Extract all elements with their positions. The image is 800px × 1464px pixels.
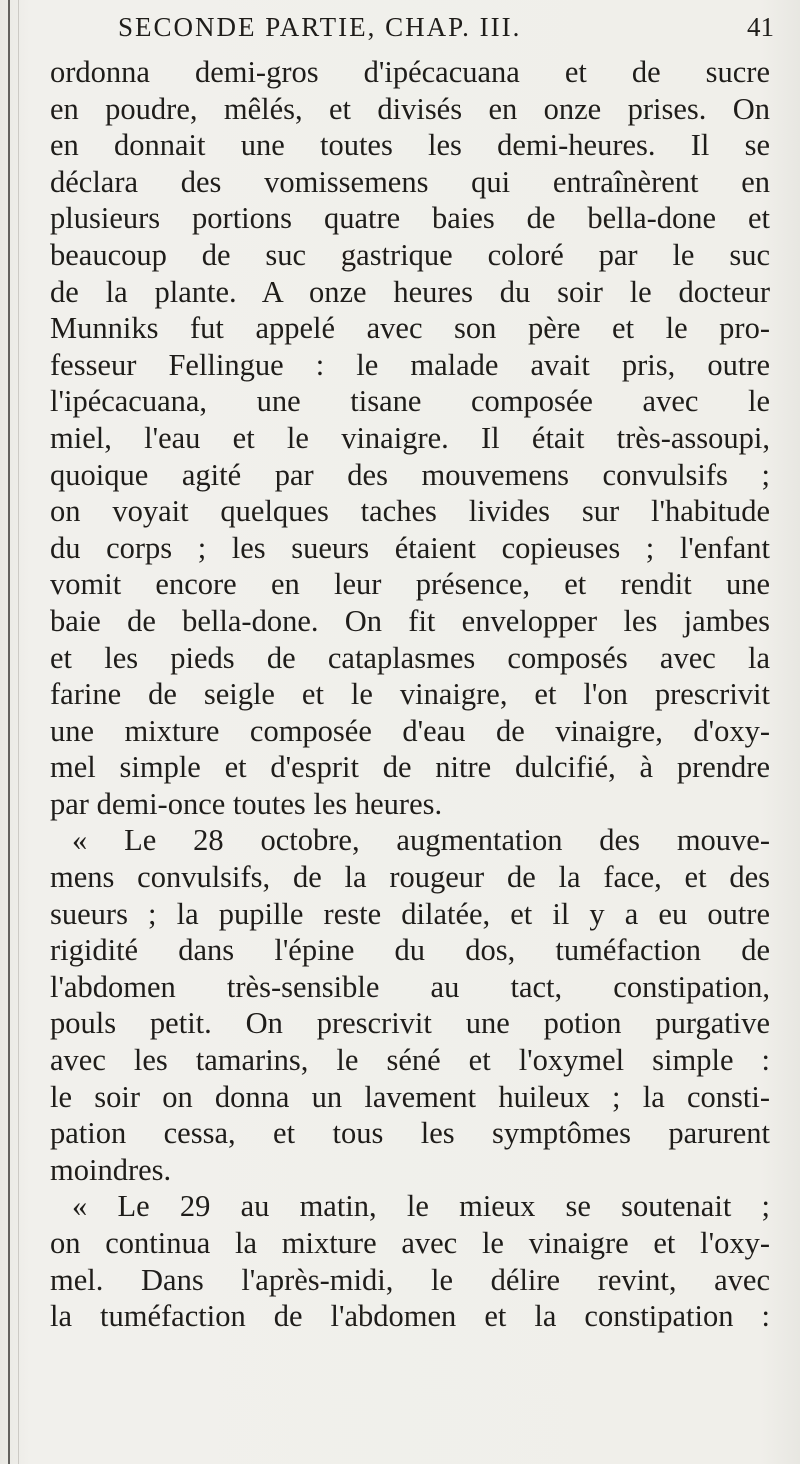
- text-line: Munniks fut appelé avec son père et le pro-: [50, 311, 770, 346]
- text-line: mens convulsifs, de la rougeur de la face, et des: [50, 860, 770, 895]
- text-line: farine de seigle et le vinaigre, et l'on prescrivit: [50, 677, 770, 712]
- text-line: beaucoup de suc gastrique coloré par le suc: [50, 237, 770, 272]
- text-line: pation cessa, et tous les symptômes parurent: [50, 1116, 770, 1151]
- text-line: déclara des vomissemens qui entraînèrent en: [50, 164, 770, 199]
- text-line: mel simple et d'esprit de nitre dulcifié, à prendre: [50, 750, 770, 785]
- page-gutter-edge: [8, 0, 10, 1464]
- text-line: une mixture composée d'eau de vinaigre, d'oxy-: [50, 713, 770, 748]
- text-line: le soir on donna un lavement huileux ; la consti-: [50, 1079, 770, 1114]
- text-line: « Le 28 octobre, augmentation des mouve-: [72, 823, 770, 858]
- text-line: plusieurs portions quatre baies de bella-done et: [50, 201, 770, 236]
- text-line: fesseur Fellingue : le malade avait pris, outre: [50, 347, 770, 382]
- text-line: de la plante. A onze heures du soir le docteur: [50, 274, 770, 309]
- text-line: vomit encore en leur présence, et rendit une: [50, 567, 770, 602]
- text-line: rigidité dans l'épine du dos, tuméfaction de: [50, 933, 770, 968]
- text-line: l'ipécacuana, une tisane composée avec le: [50, 384, 770, 419]
- text-line: la tuméfaction de l'abdomen et la constipation :: [50, 1299, 770, 1334]
- text-line: moindres.: [50, 1152, 172, 1187]
- text-line: miel, l'eau et le vinaigre. Il était très-assoupi,: [50, 420, 770, 455]
- text-line: avec les tamarins, le séné et l'oxymel simple :: [50, 1043, 770, 1078]
- text-line: pouls petit. On prescrivit une potion purgative: [50, 1006, 770, 1041]
- text-line: ordonna demi-gros d'ipécacuana et de sucre: [50, 55, 770, 89]
- running-head: SECONDE PARTIE, CHAP. III.: [118, 12, 522, 42]
- text-line: sueurs ; la pupille reste dilatée, et il y a eu outre: [50, 896, 770, 931]
- text-line: baie de bella-done. On fit envelopper les jambes: [50, 603, 770, 638]
- page-number: 41: [747, 12, 774, 42]
- text-line: l'abdomen très-sensible au tact, constipation,: [50, 969, 770, 1004]
- text-line: et les pieds de cataplasmes composés avec la: [50, 640, 770, 675]
- text-line: on voyait quelques taches livides sur l'habitude: [50, 494, 770, 529]
- text-line: mel. Dans l'après-midi, le délire revint, avec: [50, 1262, 770, 1297]
- text-line: on continua la mixture avec le vinaigre et l'oxy-: [50, 1226, 770, 1260]
- page-header: [0, 12, 800, 56]
- text-line: en donnait une toutes les demi-heures. Il se: [50, 128, 770, 163]
- text-line: quoique agité par des mouvemens convulsifs ;: [50, 457, 770, 492]
- text-line: du corps ; les sueurs étaient copieuses ; l'enfant: [50, 530, 770, 565]
- text-line: « Le 29 au matin, le mieux se soutenait ;: [72, 1189, 770, 1224]
- text-line: en poudre, mêlés, et divisés en onze prises. On: [50, 91, 770, 126]
- body-text: [50, 54, 770, 1335]
- text-line: par demi-once toutes les heures.: [50, 786, 443, 821]
- page-gutter-shadow: [18, 0, 19, 1464]
